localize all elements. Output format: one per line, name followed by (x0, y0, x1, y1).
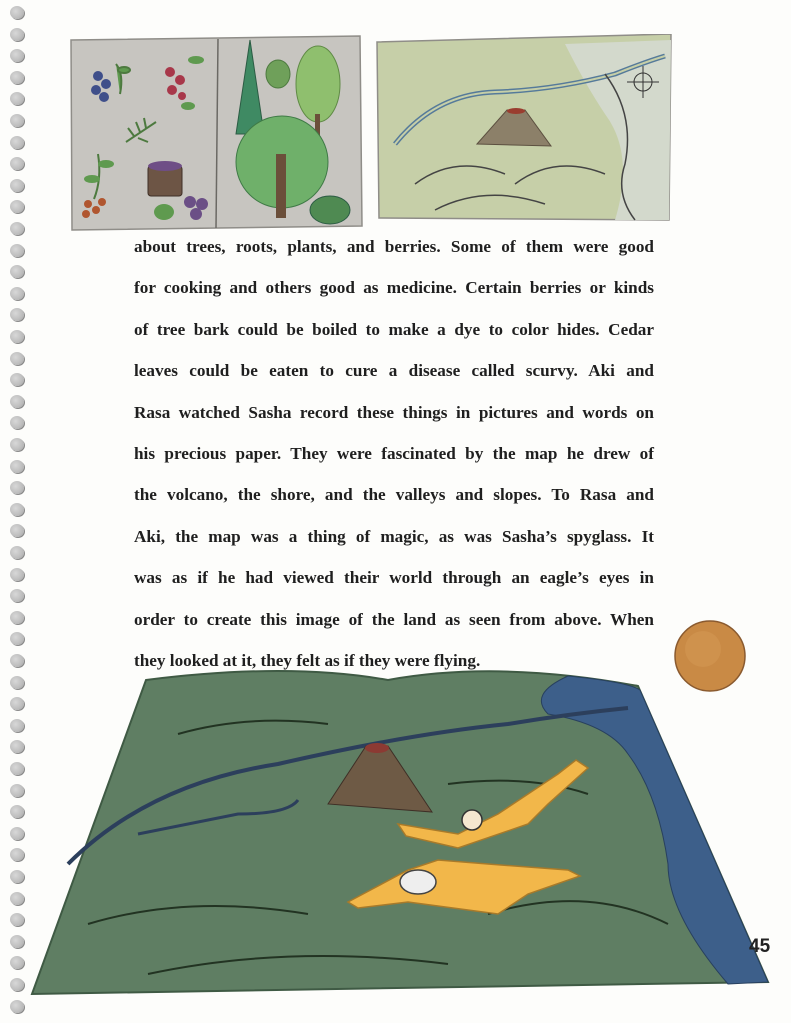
binding-ring (10, 611, 24, 624)
binding-ring (10, 1000, 24, 1013)
binding-ring (10, 546, 24, 559)
binding-ring (10, 395, 24, 408)
binding-ring (10, 438, 24, 451)
binding-ring (10, 719, 24, 732)
binding-ring (10, 632, 24, 645)
binding-ring (10, 481, 24, 494)
binding-ring (10, 6, 24, 19)
binding-ring (10, 589, 24, 602)
text-line: the volcano, the shore, and the valleys and slopes. To Rasa and (134, 485, 654, 505)
binding-ring (10, 913, 24, 926)
binding-ring (10, 265, 24, 278)
binding-ring (10, 287, 24, 300)
binding-ring (10, 157, 24, 170)
binding-ring (10, 503, 24, 516)
binding-ring (10, 222, 24, 235)
spiral-binding (6, 0, 28, 1023)
binding-ring (10, 179, 24, 192)
text-line: leaves could be eaten to cure a disease called scurvy. Aki and (134, 361, 654, 381)
binding-ring (10, 114, 24, 127)
text-line: they looked at it, they felt as if they were flying. (134, 650, 481, 670)
binding-ring (10, 978, 24, 991)
text-line: order to create this image of the land as seen from above. When (134, 609, 654, 629)
binding-ring (10, 136, 24, 149)
binding-ring (10, 524, 24, 537)
binding-ring (10, 784, 24, 797)
text-line: of tree bark could be boiled to make a dye to color hides. Cedar (134, 319, 654, 339)
binding-ring (10, 308, 24, 321)
binding-ring (10, 654, 24, 667)
binding-ring (10, 805, 24, 818)
binding-ring (10, 827, 24, 840)
binding-ring (10, 762, 24, 775)
binding-ring (10, 892, 24, 905)
binding-ring (10, 244, 24, 257)
binding-ring (10, 740, 24, 753)
page-number: 45 (749, 936, 771, 957)
binding-ring (10, 676, 24, 689)
story-text (134, 233, 654, 688)
volcano-map-sketch (375, 34, 673, 222)
flying-over-map-illustration (28, 664, 780, 1004)
binding-ring (10, 352, 24, 365)
binding-ring (10, 460, 24, 473)
binding-ring (10, 956, 24, 969)
binding-ring (10, 330, 24, 343)
binding-ring (10, 416, 24, 429)
binding-ring (10, 92, 24, 105)
binding-ring (10, 200, 24, 213)
plants-berries-illustration (68, 34, 364, 232)
text-line: was as if he had viewed their world through an eagle’s eyes in (134, 568, 654, 588)
text-line: about trees, roots, plants, and berries. Some of them were good (134, 237, 654, 256)
binding-ring (10, 935, 24, 948)
binding-ring (10, 870, 24, 883)
text-line: for cooking and others good as medicine. Certain berries or kinds (134, 278, 654, 298)
binding-ring (10, 373, 24, 386)
text-line: Aki, the map was a thing of magic, as was Sasha’s spyglass. It (134, 526, 654, 546)
binding-ring (10, 49, 24, 62)
text-line: Rasa watched Sasha record these things in pictures and words on (134, 402, 654, 422)
binding-ring (10, 848, 24, 861)
binding-ring (10, 71, 24, 84)
binding-ring (10, 697, 24, 710)
text-line: his precious paper. They were fascinated by the map he drew of (134, 443, 654, 463)
binding-ring (10, 28, 24, 41)
binding-ring (10, 568, 24, 581)
